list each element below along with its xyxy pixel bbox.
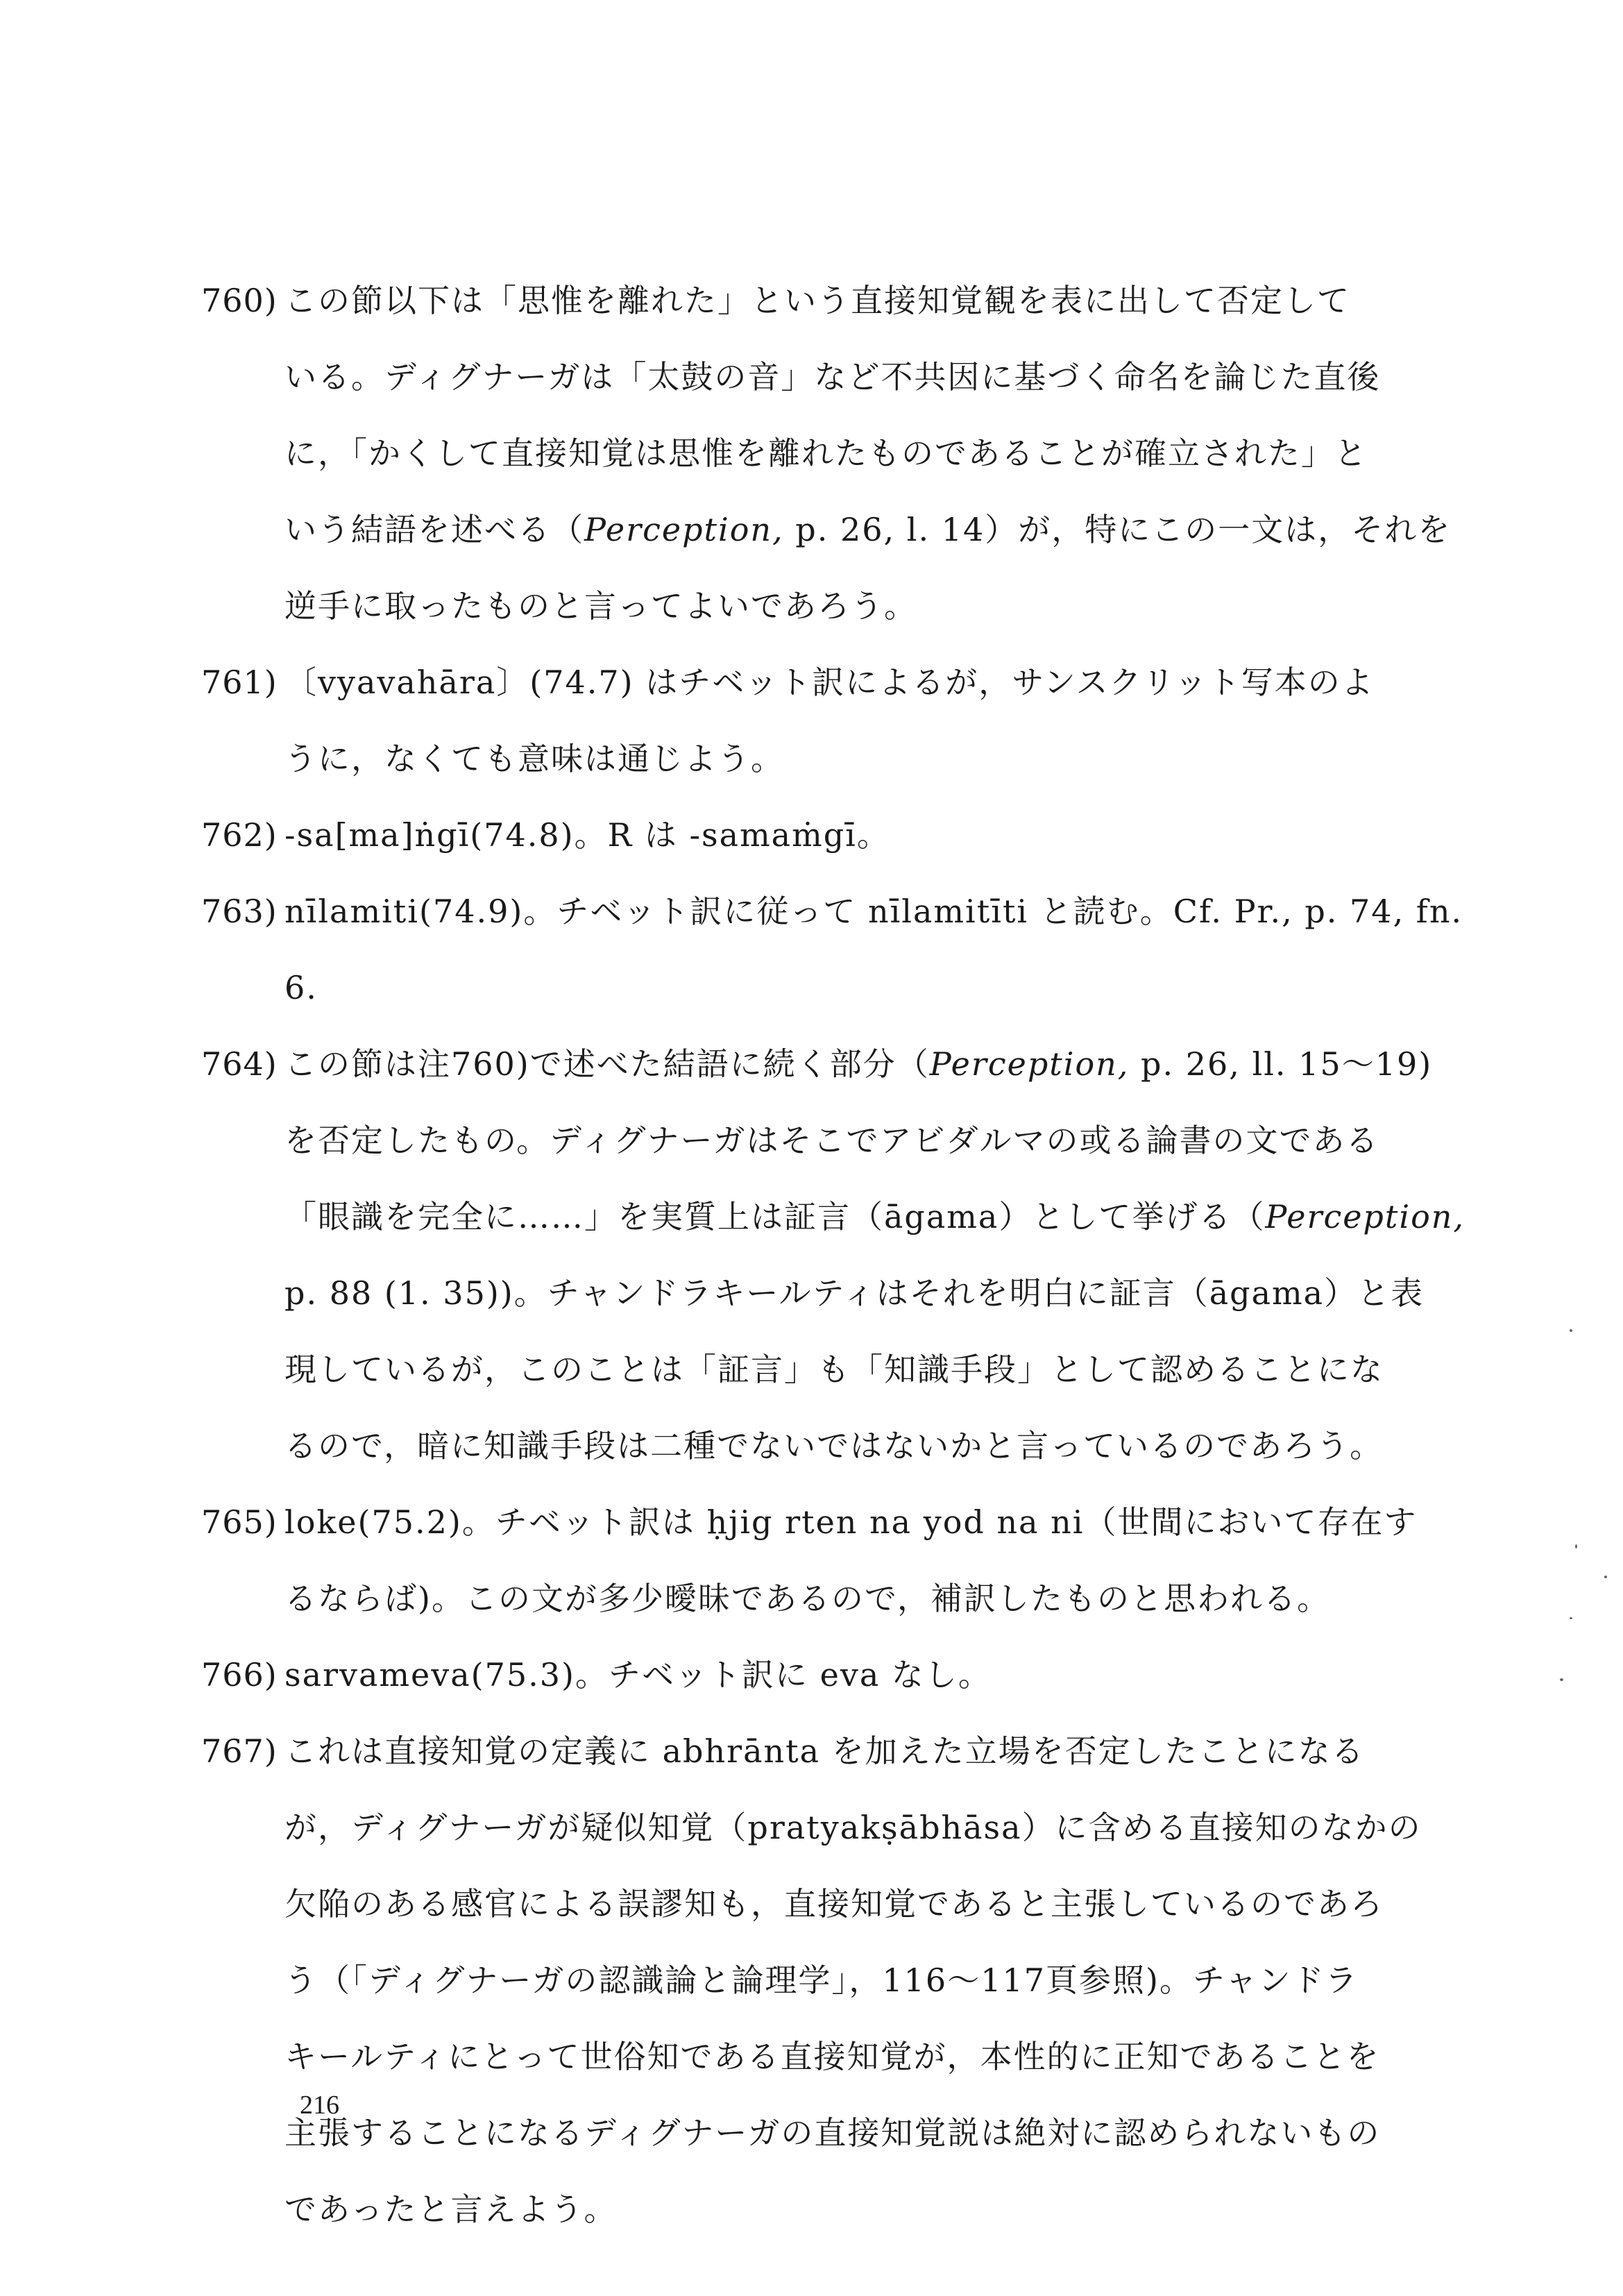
footnote-number: 766) <box>201 1656 278 1694</box>
footnote-763 <box>201 873 1463 1026</box>
italic-title: Perception, <box>929 1045 1130 1083</box>
footnote-line: るので，暗に知識手段は二種でないではないかと言っているのであろう。 <box>284 1427 1384 1464</box>
footnote-line: 〔vyavahāra〕(74.7) はチベット訳によるが，サンスクリット写本のよ <box>284 664 1375 701</box>
footnote-line: loke(75.2)。チベット訳は ḥjig rten na yod na ni（世間において存在す <box>284 1503 1418 1541</box>
footnote-line: これは直接知覚の定義に abhrānta を加えた立場を否定したことになる <box>284 1732 1365 1770</box>
footnote-line: いう結語を述べる（Perception, p. 26, l. 14）が，特にこの一文は，それを <box>284 511 1452 548</box>
page-number: 216 <box>300 2091 339 2120</box>
footnote-line: であったと言えよう。 <box>284 2191 618 2228</box>
footnote-line: この節は注760)で述べた結語に続く部分（Perception, p. 26, ll. 15～19) <box>284 1045 1433 1083</box>
footnote-line: 現しているが，このことは「証言」も「知識手段」として認めることにな <box>284 1351 1384 1388</box>
footnote-line: るならば)。この文が多少曖昧であるので，補訳したものと思われる。 <box>284 1580 1331 1617</box>
footnote-line: う（「ディグナーガの認識論と論理学」，116～117頁参照)。チャンドラ <box>284 1961 1359 1999</box>
footnote-760 <box>201 262 1452 644</box>
footnote-767 <box>201 1713 1429 2247</box>
footnote-line: キールティにとって世俗知である直接知覚が，本性的に正知であることを <box>284 2038 1380 2075</box>
footnote-line: 「眼識を完全に……」を実質上は証言（āgama）として挙げる（Perception, <box>284 1198 1465 1235</box>
footnote-761 <box>201 644 1429 797</box>
footnote-line: を否定したもの。ディグナーガはそこでアビダルマの或る論書の文である <box>284 1122 1379 1159</box>
footnote-line: 6. <box>284 969 318 1006</box>
footnote-number: 767) <box>201 1732 278 1770</box>
footnote-number: 761) <box>201 664 278 701</box>
footnotes-list <box>201 262 1465 2247</box>
footnote-764 <box>201 1026 1465 1484</box>
footnote-line: p. 88 (1. 35))。チャンドラキールティはそれを明白に証言（āgama）と表 <box>284 1274 1425 1312</box>
footnote-line: 逆手に取ったものと言ってよいであろう。 <box>284 587 917 625</box>
footnote-number: 764) <box>201 1045 278 1083</box>
italic-title: Perception, <box>584 511 784 548</box>
footnote-line: -sa[ma]ṅgī(74.8)。R は -samaṁgī。 <box>284 816 890 854</box>
scan-speck <box>1604 1576 1607 1578</box>
scan-speck <box>1570 1617 1572 1619</box>
scan-speck <box>1575 1544 1577 1548</box>
footnote-line: 主張することになるディグナーガの直接知覚説は絶対に認められないもの <box>284 2114 1381 2152</box>
scan-speck <box>1570 1329 1572 1332</box>
footnote-762 <box>201 797 1429 873</box>
footnote-number: 763) <box>201 893 278 930</box>
footnote-line: sarvameva(75.3)。チベット訳に eva なし。 <box>284 1656 992 1694</box>
footnote-number: 760) <box>201 282 278 319</box>
footnote-number: 762) <box>201 816 278 854</box>
footnote-line: いる。ディグナーガは「太鼓の音」など不共因に基づく命名を論じた直後 <box>284 358 1381 396</box>
footnote-line: nīlamiti(74.9)。チベット訳に従って nīlamitīti と読む。Cf. Pr., p. 74, fn. <box>284 893 1463 930</box>
footnote-766 <box>201 1637 1429 1713</box>
footnote-line: 欠陥のある感官による誤謬知も，直接知覚であると主張しているのであろ <box>284 1885 1384 1923</box>
footnote-line: この節以下は「思惟を離れた」という直接知覚観を表に出して否定して <box>284 282 1350 319</box>
italic-title: Perception, <box>1265 1198 1465 1235</box>
footnote-line: に，「かくして直接知覚は思惟を離れたものであることが確立された」と <box>284 434 1368 472</box>
footnote-number: 765) <box>201 1503 278 1541</box>
footnote-line: うに，なくても意味は通じよう。 <box>284 740 784 777</box>
footnote-765 <box>201 1484 1429 1637</box>
scan-speck <box>1560 1678 1563 1681</box>
footnote-line: が，ディグナーガが疑似知覚（pratyakṣābhāsa）に含める直接知のなかの <box>284 1809 1422 1846</box>
